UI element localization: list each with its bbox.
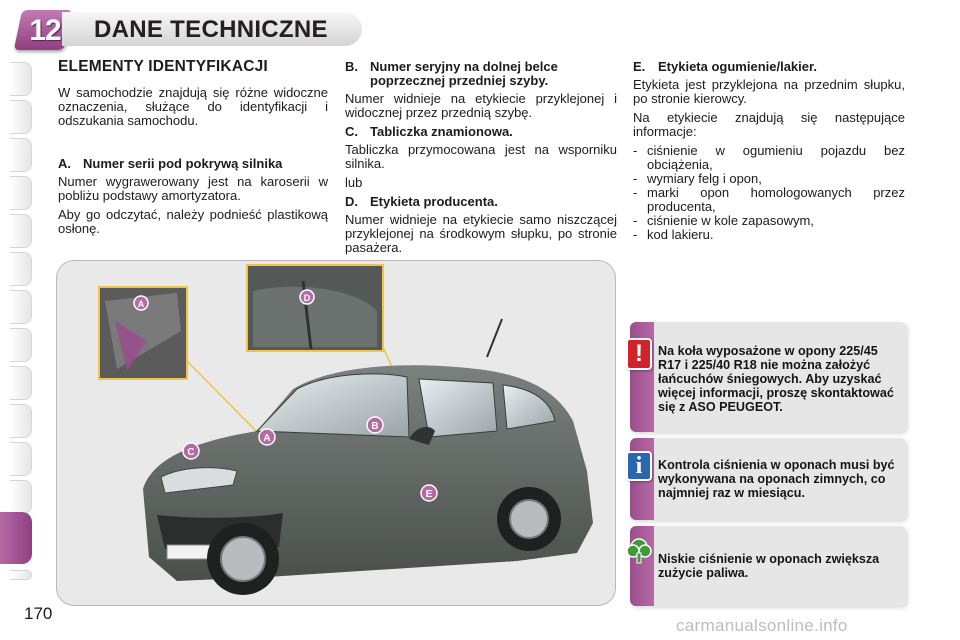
chapter-tab[interactable] (10, 570, 32, 580)
car-drawing (57, 261, 616, 606)
chapter-tab[interactable] (10, 328, 32, 362)
heading-letter: A. (58, 156, 71, 171)
heading-text: Tabliczka znamionowa. (370, 124, 513, 139)
list-item: - ciśnienie w ogumieniu pojazdu bez obciążenia, (633, 143, 905, 172)
chapter-tab-active[interactable] (0, 512, 32, 564)
page-header (0, 0, 960, 56)
chapter-tab[interactable] (10, 138, 32, 172)
paragraph-d: Numer widnieje na etykiecie samo niszczącej przyklejonej na środkowym słupku, po stronie pasażera. (345, 212, 617, 255)
heading-d (345, 195, 617, 209)
heading-letter: D. (345, 194, 358, 209)
section-title: ELEMENTY IDENTYFIKACJI (58, 58, 268, 75)
paragraph-e1: Etykieta jest przyklejona na przednim słupku, po stronie kierowcy. (633, 77, 905, 106)
chapter-tab[interactable] (10, 290, 32, 324)
column-e (633, 60, 905, 242)
chapter-tab[interactable] (10, 480, 32, 514)
column-identification (58, 60, 328, 241)
inset-door (247, 265, 383, 351)
svg-text:A: A (263, 433, 271, 444)
list-item: - kod lakieru. (633, 227, 714, 242)
paragraph-e2: Na etykiecie znajdują się następujące informacje: (633, 110, 905, 139)
chapter-tab[interactable] (10, 176, 32, 210)
chapter-tab[interactable] (10, 404, 32, 438)
chapter-tab[interactable] (10, 62, 32, 96)
warning-icon: ! (626, 338, 652, 370)
heading-text: Etykieta ogumienie/lakier. (658, 59, 817, 74)
car-body (143, 365, 593, 595)
heading-a (58, 157, 328, 171)
heading-b (345, 60, 617, 88)
eco-text: Niskie ciśnienie w oponach zwiększa zużycie paliwa. (658, 552, 880, 580)
column-b-d (345, 60, 617, 260)
warning-text: Na koła wyposażone w opony 225/45 R17 i 225/40 R18 nie można założyć łańcuchów śniegowych. Aby uzyskać więcej informacji, proszę skontaktować się z ASO PEUGEOT. (658, 344, 894, 414)
heading-letter: E. (633, 59, 646, 74)
svg-text:A: A (137, 299, 145, 309)
heading-letter: C. (345, 124, 358, 139)
info-icon: i (626, 451, 652, 481)
page-number: 170 (24, 604, 53, 623)
heading-text: Numer serii pod pokrywą silnika (83, 156, 283, 171)
info-note (630, 438, 906, 520)
svg-text:C: C (187, 447, 195, 458)
chapter-tab[interactable] (10, 442, 32, 476)
inset-hood (99, 287, 187, 379)
svg-text:D: D (303, 293, 311, 303)
svg-text:B: B (371, 421, 379, 432)
list-item: - ciśnienie w kole zapasowym, (633, 213, 814, 228)
chapter-tab[interactable] (10, 366, 32, 400)
chapter-tab[interactable] (10, 252, 32, 286)
paragraph-b: Numer widnieje na etykiecie przyklejonej i widocznej przez przednią szybę. (345, 91, 617, 120)
list-item: - marki opon homologowanych przez producenta, (633, 185, 905, 214)
heading-text: Numer seryjny na dolnej belce poprzecznej przedniej szyby. (370, 59, 558, 88)
watermark: carmanualsonline.info (676, 616, 848, 635)
or-text: lub (345, 175, 363, 190)
info-text: Kontrola ciśnienia w oponach musi być wykonywana na oponach zimnych, co najmniej raz w miesiącu. (658, 458, 895, 500)
intro-paragraph: W samochodzie znajdują się różne widoczne oznaczenia, służące do identyfikacji i odszukania samochodu. (58, 85, 328, 128)
heading-e (633, 60, 905, 74)
paragraph-c: Tabliczka przymocowana jest na wsporniku silnika. (345, 142, 617, 171)
paragraph-a2: Aby go odczytać, należy podnieść plastikową osłonę. (58, 207, 328, 236)
chapter-tabs (0, 62, 34, 582)
list-item: - wymiary felg i opon, (633, 171, 762, 186)
warning-note (630, 322, 906, 432)
heading-c (345, 125, 617, 139)
car-illustration (56, 260, 616, 606)
paragraph-a1: Numer wygrawerowany jest na karoserii w pobliżu podstawy amortyzatora. (58, 174, 328, 203)
page-title: DANE TECHNICZNE (94, 16, 328, 43)
chapter-tab[interactable] (10, 214, 32, 248)
chapter-number: 12 (29, 14, 61, 47)
chapter-tab[interactable] (10, 100, 32, 134)
eco-note (630, 526, 906, 606)
svg-text:E: E (425, 489, 433, 500)
heading-text: Etykieta producenta. (370, 194, 498, 209)
tree-icon (625, 537, 653, 565)
heading-letter: B. (345, 59, 358, 74)
